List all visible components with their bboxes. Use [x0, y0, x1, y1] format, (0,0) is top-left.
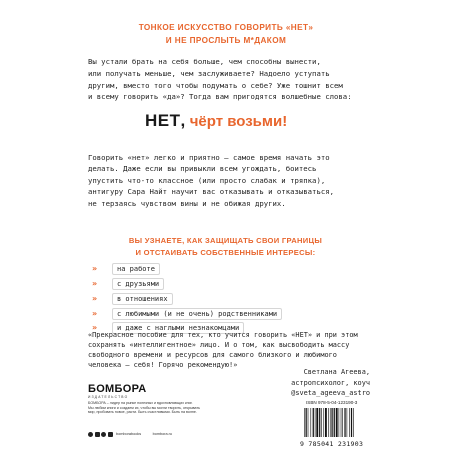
- list-item: [92, 292, 173, 305]
- slogan-title: [145, 111, 365, 131]
- list-item: [92, 307, 282, 320]
- quote-line: сохранять «интеллигентное» лицо. И о том, как высвободить массу: [88, 341, 350, 349]
- telegram-icon: [95, 432, 100, 437]
- learn-heading: [88, 235, 363, 259]
- intro-line: и всему говорить «да»? Тогда вам пригодятся волшебные слова:: [88, 92, 352, 102]
- logo-main: БОМБОРА: [88, 383, 147, 395]
- body-line: антигуру Сара Найт научит вас отказывать и отказываться,: [88, 187, 335, 197]
- publisher-line: Мы любим книги и создаем их, чтобы вы могли творить, открывать: [88, 405, 200, 410]
- intro-line: другим, вместо того чтобы подумать о себе? Уже тошнит всем: [88, 80, 343, 90]
- bullet-text: в отношениях: [112, 293, 173, 305]
- body-line: не терзаясь чувством вины и не обижая других.: [88, 198, 286, 208]
- quote-line: свободного времени и ресурсов для самого близкого и любимого: [88, 351, 337, 359]
- slogan-rest: чёрт возьми!: [189, 113, 288, 130]
- body-line: упустить что-то классное (или просто слабак и тряпка),: [88, 175, 326, 185]
- publisher-description: [88, 401, 293, 415]
- publisher-line: мир, пробовать новое, расти. Быть счастливыми. Быть на волне.: [88, 410, 197, 415]
- bullet-arrow-icon: »: [92, 309, 98, 318]
- social-links: [88, 431, 172, 437]
- logo-sub: ИЗДАТЕЛЬСТВО: [88, 395, 129, 399]
- body-line: делать. Даже если вы привыкли всем угождать, боитесь: [88, 164, 317, 174]
- body-line: Говорить «нет» легко и приятно – самое время начать это: [88, 153, 330, 162]
- publisher-logo: [88, 383, 168, 399]
- slogan-comma: ,: [180, 111, 186, 130]
- bullet-arrow-icon: »: [92, 264, 98, 273]
- cover-header: [86, 21, 366, 47]
- quote-line: «Прекрасное пособие для тех, кто учится говорить «НЕТ» и при этом: [88, 331, 358, 339]
- author-role: астропсихолог, коуч: [291, 378, 370, 387]
- bullet-text: на работе: [112, 263, 160, 275]
- intro-line: Вы устали брать на себя больше, чем способны вынести,: [88, 57, 321, 66]
- author-handle: @sveta_ageeva_astro: [291, 389, 370, 398]
- body-paragraph: [88, 152, 363, 209]
- ok-icon: [101, 432, 106, 437]
- social-handle: bomborabooks: [116, 432, 142, 436]
- publisher-site: bombora.ru: [152, 432, 173, 436]
- bullet-text: с любимыми (и не очень) родственниками: [112, 308, 282, 320]
- quote-line: человека – себя! Горячо рекомендую!»: [88, 361, 238, 369]
- intro-line: или получать меньше, чем заслуживаете? Надоело уступать: [88, 68, 330, 78]
- isbn-label: ISBN 978-5-04-123190-3: [306, 400, 358, 405]
- learn-line-2: И ОТСТАИВАТЬ СОБСТВЕННЫЕ ИНТЕРЕСЫ:: [135, 248, 316, 257]
- barcode-number: 9 785041 231903: [300, 440, 364, 448]
- list-item: [92, 277, 164, 290]
- barcode-icon: [303, 408, 369, 437]
- youtube-icon: [108, 432, 113, 437]
- quote-author: [270, 367, 370, 399]
- bullet-arrow-icon: »: [92, 279, 98, 288]
- author-name: Светлана Агеева,: [303, 368, 370, 376]
- bullet-text: с друзьями: [112, 278, 164, 290]
- learn-line-1: ВЫ УЗНАЕТЕ, КАК ЗАЩИЩАТЬ СВОИ ГРАНИЦЫ: [128, 236, 323, 245]
- intro-paragraph: [88, 56, 363, 103]
- header-line-1: ТОНКОЕ ИСКУССТВО ГОВОРИТЬ «НЕТ»: [138, 23, 314, 32]
- slogan-net: НЕТ: [145, 111, 181, 130]
- bullet-arrow-icon: »: [92, 323, 98, 332]
- testimonial-quote: [88, 330, 363, 370]
- header-line-2: И НЕ ПРОСЛЫТЬ М*ДАКОМ: [165, 36, 287, 45]
- list-item: [92, 262, 160, 275]
- publisher-line: БОМБОРА – лидер на рынке полезных и вдохновляющих книг.: [88, 401, 193, 405]
- bullet-arrow-icon: »: [92, 294, 98, 303]
- vk-icon: [88, 432, 93, 437]
- bullet-text: и даже с наглыми незнакомцами: [112, 322, 244, 334]
